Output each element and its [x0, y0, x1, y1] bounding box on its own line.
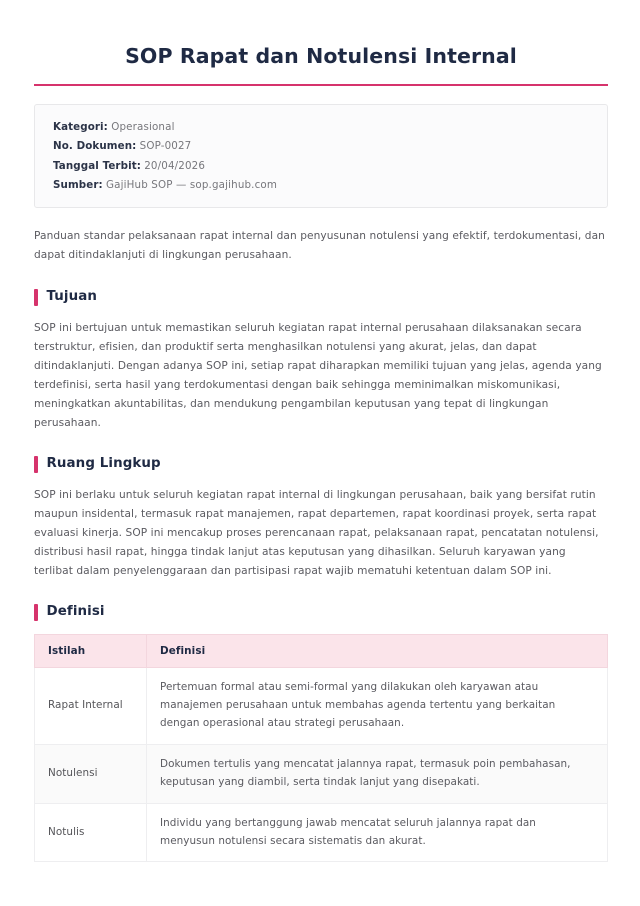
- section-body-tujuan: SOP ini bertujuan untuk memastikan seluruh kegiatan rapat internal perusahaan dilaksanakan secara terstruktur, efisien, dan produktif serta menghasilkan notulensi yang akurat, jelas, dan dapat ditindaklanjuti. Dengan adanya SOP ini, setiap rapat diharapkan memiliki tujuan yang jelas, agenda yang terdefinisi, serta hasil yang terdokumentasi dengan baik sehingga meminimalkan miskomunikasi, meningkatkan akuntabilitas, dan mendukung pengambilan keputusan yang tepat di lingkungan perusahaan.: [34, 321, 602, 429]
- definition-table-head: [35, 635, 608, 668]
- section-heading-ruang-lingkup: [34, 456, 608, 473]
- section-accent-bar-icon: [34, 456, 38, 473]
- cell-term: Rapat Internal: [35, 668, 147, 745]
- intro-paragraph: Panduan standar pelaksanaan rapat internal dan penyusunan notulensi yang efektif, terdokumentasi, dan dapat ditindaklanjuti di lingkungan perusahaan.: [34, 229, 605, 261]
- metadata-label-no-dokumen: No. Dokumen:: [53, 140, 137, 153]
- table-row: [35, 668, 608, 745]
- metadata-value-sumber: GajiHub SOP — sop.gajihub.com: [106, 179, 278, 192]
- cell-definition: Individu yang bertanggung jawab mencatat seluruh jalannya rapat dan menyusun notulensi secara sistematis dan akurat.: [147, 803, 608, 862]
- section-tujuan: [34, 289, 608, 433]
- section-heading-definisi: [34, 604, 608, 621]
- section-title-ruang-lingkup: Ruang Lingkup: [46, 456, 161, 471]
- section-accent-bar-icon: [34, 604, 38, 621]
- cell-definition: Pertemuan formal atau semi-formal yang dilakukan oleh karyawan atau manajemen perusahaan untuk membahas agenda tertentu yang berkaitan dengan operasional atau strategi perusahaan.: [147, 668, 608, 745]
- title-divider: [34, 84, 608, 86]
- column-header-istilah: Istilah: [35, 635, 147, 668]
- table-row: [35, 744, 608, 803]
- definition-table-body: [35, 668, 608, 862]
- metadata-value-kategori: Operasional: [111, 121, 175, 134]
- metadata-value-tanggal-terbit: 20/04/2026: [144, 159, 206, 172]
- section-accent-bar-icon: [34, 289, 38, 306]
- cell-definition: Dokumen tertulis yang mencatat jalannya rapat, termasuk poin pembahasan, keputusan yang diambil, serta tindak lanjut yang disepakati.: [147, 744, 608, 803]
- section-heading-tujuan: [34, 289, 608, 306]
- metadata-label-tanggal-terbit: Tanggal Terbit:: [53, 159, 141, 172]
- column-header-definisi: Definisi: [147, 635, 608, 668]
- document-metadata-box: [34, 104, 608, 208]
- metadata-row-sumber: [53, 176, 589, 195]
- section-definisi: [34, 604, 608, 862]
- metadata-row-no-dokumen: [53, 137, 589, 156]
- metadata-label-kategori: Kategori:: [53, 121, 108, 134]
- section-title-tujuan: Tujuan: [46, 288, 97, 304]
- table-row: [35, 803, 608, 862]
- metadata-row-kategori: [53, 118, 589, 137]
- cell-term: Notulensi: [35, 744, 147, 803]
- cell-term: Notulis: [35, 803, 147, 862]
- section-body-ruang-lingkup: SOP ini berlaku untuk seluruh kegiatan rapat internal di lingkungan perusahaan, baik yang bersifat rutin maupun insidental, termasuk rapat manajemen, rapat departemen, rapat koordinasi proyek, serta rapat evaluasi kinerja. SOP ini mencakup proses perencanaan rapat, pelaksanaan rapat, pencatatan notulensi, distribusi hasil rapat, hingga tindak lanjut atas keputusan yang dihasilkan. Seluruh karyawan yang terlibat dalam penyelenggaraan dan partisipasi rapat wajib mematuhi ketentuan dalam SOP ini.: [34, 488, 599, 578]
- metadata-row-tanggal-terbit: [53, 156, 589, 175]
- definition-table: [34, 634, 608, 862]
- section-ruang-lingkup: [34, 456, 608, 581]
- table-header-row: [35, 635, 608, 668]
- page-title: SOP Rapat dan Notulensi Internal: [125, 44, 517, 68]
- metadata-label-sumber: Sumber:: [53, 179, 103, 192]
- metadata-value-no-dokumen: SOP-0027: [139, 140, 192, 153]
- section-title-definisi: Definisi: [46, 604, 105, 620]
